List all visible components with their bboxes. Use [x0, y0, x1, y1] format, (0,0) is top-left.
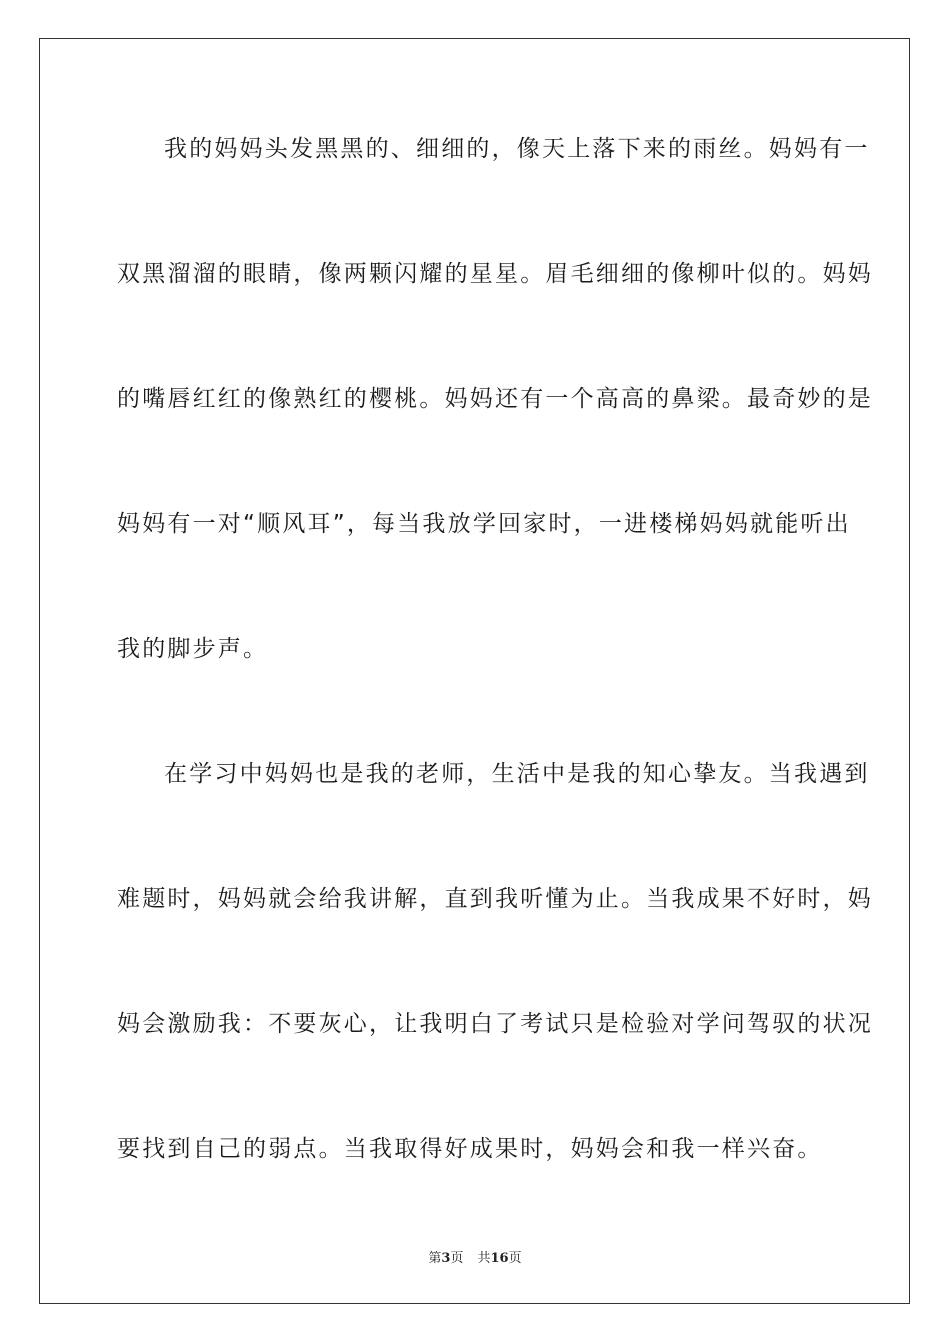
paragraph-2-line-2: 难题时，妈妈就会给我讲解，直到我听懂为止。当我成果不好时，妈: [117, 886, 873, 912]
paragraph-2-line-4: 要找到自己的弱点。当我取得好成果时，妈妈会和我一样兴奋。: [117, 1136, 823, 1162]
page-suffix: 页: [450, 1251, 464, 1266]
paragraph-2-line-3: 妈会激励我：不要灰心，让我明白了考试只是检验对学问驾驭的状况: [117, 1011, 873, 1037]
page-border: [39, 38, 910, 1304]
paragraph-1-line-1: 我的妈妈头发黑黑的、细细的，像天上落下来的雨丝。妈妈有一: [164, 136, 870, 162]
paragraph-1-line-3: 的嘴唇红红的像熟红的樱桃。妈妈还有一个高高的鼻梁。最奇妙的是: [117, 386, 873, 412]
page-footer: [0, 1247, 950, 1266]
paragraph-1-line-5: 我的脚步声。: [117, 636, 269, 662]
page-number: 3: [441, 1251, 451, 1266]
total-prefix: 共: [477, 1251, 491, 1266]
paragraph-2-line-1: 在学习中妈妈也是我的老师，生活中是我的知心挚友。当我遇到: [164, 761, 870, 787]
total-pages: 16: [490, 1251, 509, 1266]
paragraph-1-line-4: 妈妈有一对“顺风耳”，每当我放学回家时，一进楼梯妈妈就能听出: [117, 511, 851, 537]
page-prefix: 第: [428, 1251, 442, 1266]
total-suffix: 页: [508, 1251, 522, 1266]
paragraph-1-line-2: 双黑溜溜的眼睛，像两颗闪耀的星星。眉毛细细的像柳叶似的。妈妈: [117, 261, 873, 287]
